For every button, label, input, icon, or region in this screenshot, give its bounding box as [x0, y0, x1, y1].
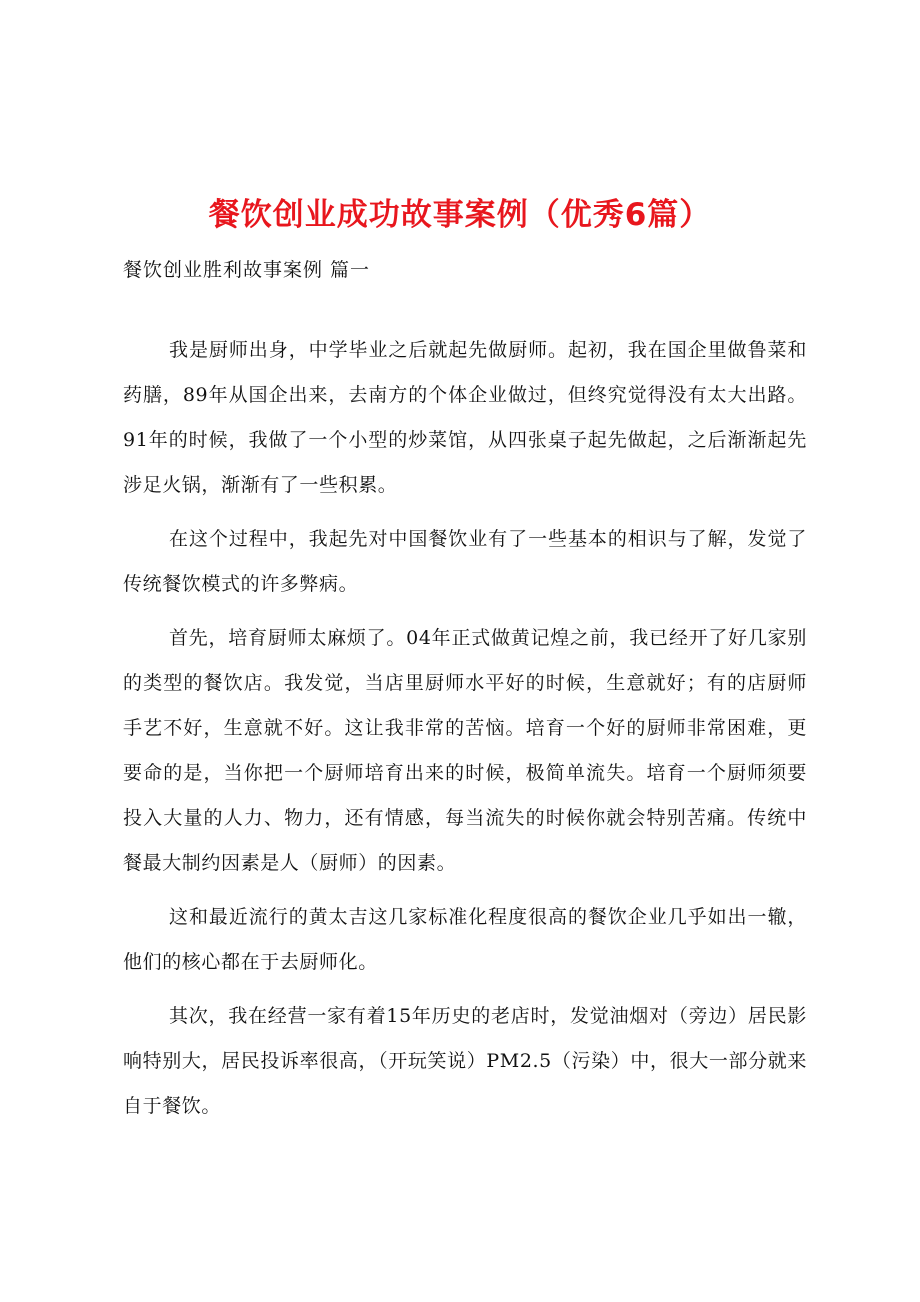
- document-body: [123, 328, 807, 1138]
- document-title: 餐饮创业成功故事案例（优秀6篇）: [208, 197, 712, 233]
- section-heading: 餐饮创业胜利故事案例 篇一: [123, 259, 371, 281]
- paragraph: 在这个过程中，我起先对中国餐饮业有了一些基本的相识与了解，发觉了传统餐饮模式的许多弊病。: [123, 528, 807, 595]
- paragraph: 我是厨师出身，中学毕业之后就起先做厨师。起初，我在国企里做鲁菜和药膳，89年从国企出来，去南方的个体企业做过，但终究觉得没有太大出路。91年的时候，我做了一个小型的炒菜馆，从四张桌子起先做起，之后渐渐起先涉足火锅，渐渐有了一些积累。: [123, 339, 807, 496]
- paragraph: 首先，培育厨师太麻烦了。04年正式做黄记煌之前，我已经开了好几家别的类型的餐饮店。我发觉，当店里厨师水平好的时候，生意就好；有的店厨师手艺不好，生意就不好。这让我非常的苦恼。培育一个好的厨师非常困难，更要命的是，当你把一个厨师培育出来的时候，极简单流失。培育一个厨师须要投入大量的人力、物力，还有情感，每当流失的时候你就会特别苦痛。传统中餐最大制约因素是人（厨师）的因素。: [123, 627, 807, 874]
- paragraph: 这和最近流行的黄太吉这几家标准化程度很高的餐饮企业几乎如出一辙，他们的核心都在于去厨师化。: [123, 906, 807, 973]
- paragraph: 其次，我在经营一家有着15年历史的老店时，发觉油烟对（旁边）居民影响特别大，居民投诉率很高，（开玩笑说）PM2.5（污染）中，很大一部分就来自于餐饮。: [123, 1005, 807, 1117]
